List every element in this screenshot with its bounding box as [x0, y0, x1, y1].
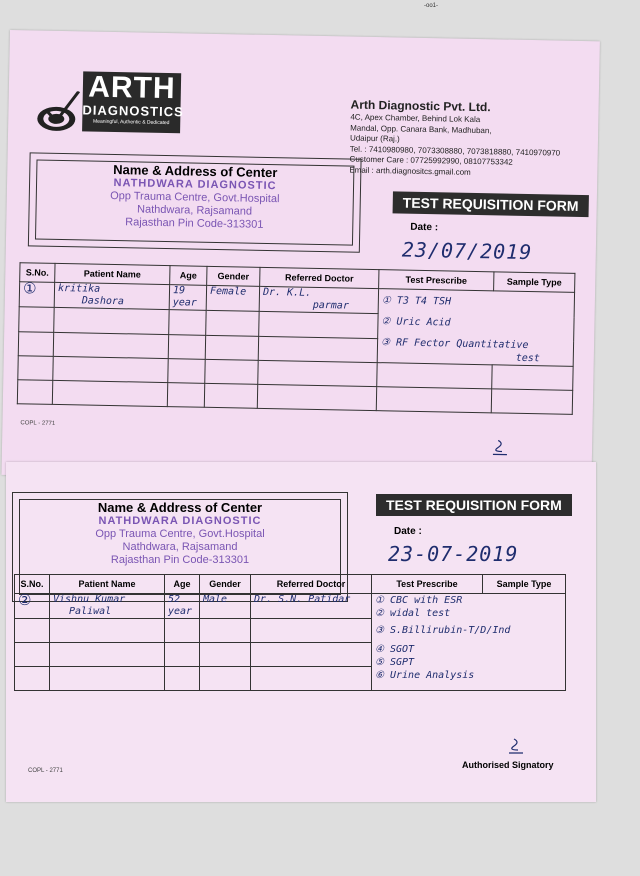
stamp-line: Rajasthan Pin Code-313301 [125, 216, 264, 231]
logo-tagline: Meaningful, Authentic & Dedicated [92, 118, 170, 127]
patient-name-line: Dashora [81, 295, 125, 308]
col-gender: Gender [200, 575, 251, 594]
age-unit: year [172, 297, 197, 309]
stamp-line: NATHDWARA DIAGNOSTIC [98, 515, 262, 527]
company-info [349, 97, 590, 181]
test-item: ⑥ Urine Analysis [375, 670, 475, 681]
test-item: ③ RF Fector Quantitative [380, 337, 529, 352]
requisition-sheet-2 [6, 462, 596, 802]
doctor-line: parmar [312, 299, 349, 312]
customer-care-line: Customer Care : 07725992990, 08107753342 [349, 154, 513, 167]
logo-box [82, 70, 184, 133]
patient-cell [50, 594, 165, 619]
target-check-icon [36, 91, 81, 136]
test-item: ① T3 T4 TSH [381, 295, 452, 308]
stamp-line: Nathdwara, Rajsamand [136, 203, 253, 218]
center-inner [35, 160, 354, 246]
email-line: Email : arth.diagnositcs.gmail.com [349, 165, 471, 177]
col-tests: Test Prescribe [372, 575, 483, 594]
tests-cell [372, 594, 566, 691]
test-item: ② widal test [375, 608, 451, 619]
doctor-line: Dr. S.N. Patidar [254, 594, 351, 605]
col-patient: Patient Name [55, 263, 170, 284]
patient-name-line: Paliwal [69, 606, 112, 617]
sno-value: ② [18, 591, 32, 609]
signature-mark [490, 439, 510, 457]
signature-mark [506, 738, 526, 756]
doctor-line: Dr. K.L. [262, 286, 312, 299]
patient-cell [54, 282, 169, 310]
age-unit: year [168, 606, 193, 617]
authorised-signatory: Authorised Signatory [462, 760, 554, 770]
company-name: Arth Diagnostic Pvt. Ltd. [350, 97, 491, 115]
col-sno: S.No. [15, 575, 50, 594]
test-item: ⑤ SGPT [375, 657, 415, 668]
col-sample: Sample Type [494, 272, 575, 293]
date-label: Date : [394, 526, 422, 537]
requisition-sheet-1 [1, 30, 599, 486]
gender-value: Male [203, 594, 228, 605]
stamp-line: NATHDWARA DIAGNOSTIC [113, 177, 277, 193]
test-item: ③ S.Billirubin-T/D/Ind [375, 625, 511, 636]
copl-code: COPL - 2771 [28, 768, 63, 774]
age-value: 19 [172, 285, 186, 297]
date-label: Date : [410, 221, 439, 234]
center-stamp [20, 515, 340, 567]
test-item: ① CBC with ESR [375, 595, 463, 606]
address-line: Udaipur (Raj.) [349, 133, 400, 144]
patient-name-line: kritika [57, 282, 101, 295]
gender-value: Female [209, 285, 247, 298]
sno-cell [15, 591, 50, 619]
date-value: 23-07-2019 [388, 542, 519, 566]
copl-code: COPL - 2771 [20, 420, 56, 427]
col-doctor: Referred Doctor [260, 267, 379, 288]
col-age: Age [165, 575, 200, 594]
doctor-cell [251, 594, 372, 619]
date-value: 23/07/2019 [401, 237, 533, 265]
sno-value: ① [22, 279, 37, 298]
col-doctor: Referred Doctor [251, 575, 372, 594]
age-cell [169, 285, 206, 311]
col-age: Age [170, 266, 207, 286]
age-value: 52 [168, 594, 181, 605]
logo-main-text: ARTH [87, 70, 176, 106]
center-title: Name & Address of Center [97, 500, 263, 515]
col-gender: Gender [207, 266, 260, 286]
stamp-line: Rajasthan Pin Code-313301 [110, 554, 250, 566]
phone-line: Tel. : 7410980980, 7073308880, 7073818880, 7410970970 [349, 144, 561, 158]
gender-cell [206, 285, 259, 311]
stamp-line: Opp Trauma Centre, Govt.Hospital [110, 189, 280, 206]
logo-sub-text: DIAGNOSTICS [82, 102, 184, 120]
address-line: Mandal, Opp. Canara Bank, Madhuban, [350, 123, 492, 135]
col-sample: Sample Type [483, 575, 566, 594]
test-table [17, 262, 576, 415]
center-stamp [36, 176, 353, 234]
age-cell [165, 594, 200, 619]
doctor-cell [259, 286, 378, 314]
col-tests: Test Prescribe [379, 270, 494, 291]
test-item: ④ SGOT [375, 644, 415, 655]
sno-cell [19, 279, 54, 308]
tests-cell [377, 289, 574, 367]
form-title: TEST REQUISITION FORM [376, 494, 572, 516]
address-line: 4C, Apex Chamber, Behind Lok Kala [350, 112, 481, 125]
center-box [28, 152, 362, 252]
patient-name-line: Vishnu Kumar [53, 594, 126, 605]
test-item: ② Uric Acid [381, 316, 451, 329]
table-header-row [15, 575, 566, 594]
col-sno: S.No. [20, 263, 55, 283]
form-title: TEST REQUISITION FORM [393, 191, 589, 217]
test-table [14, 574, 566, 691]
center-title: Name & Address of Center [113, 162, 278, 181]
test-item: test [515, 352, 540, 365]
col-patient: Patient Name [50, 575, 165, 594]
gender-cell [200, 594, 251, 619]
top-mark: -oo1- [424, 3, 439, 9]
stamp-line: Nathdwara, Rajsamand [122, 541, 238, 553]
stamp-line: Opp Trauma Centre, Govt.Hospital [95, 528, 265, 540]
